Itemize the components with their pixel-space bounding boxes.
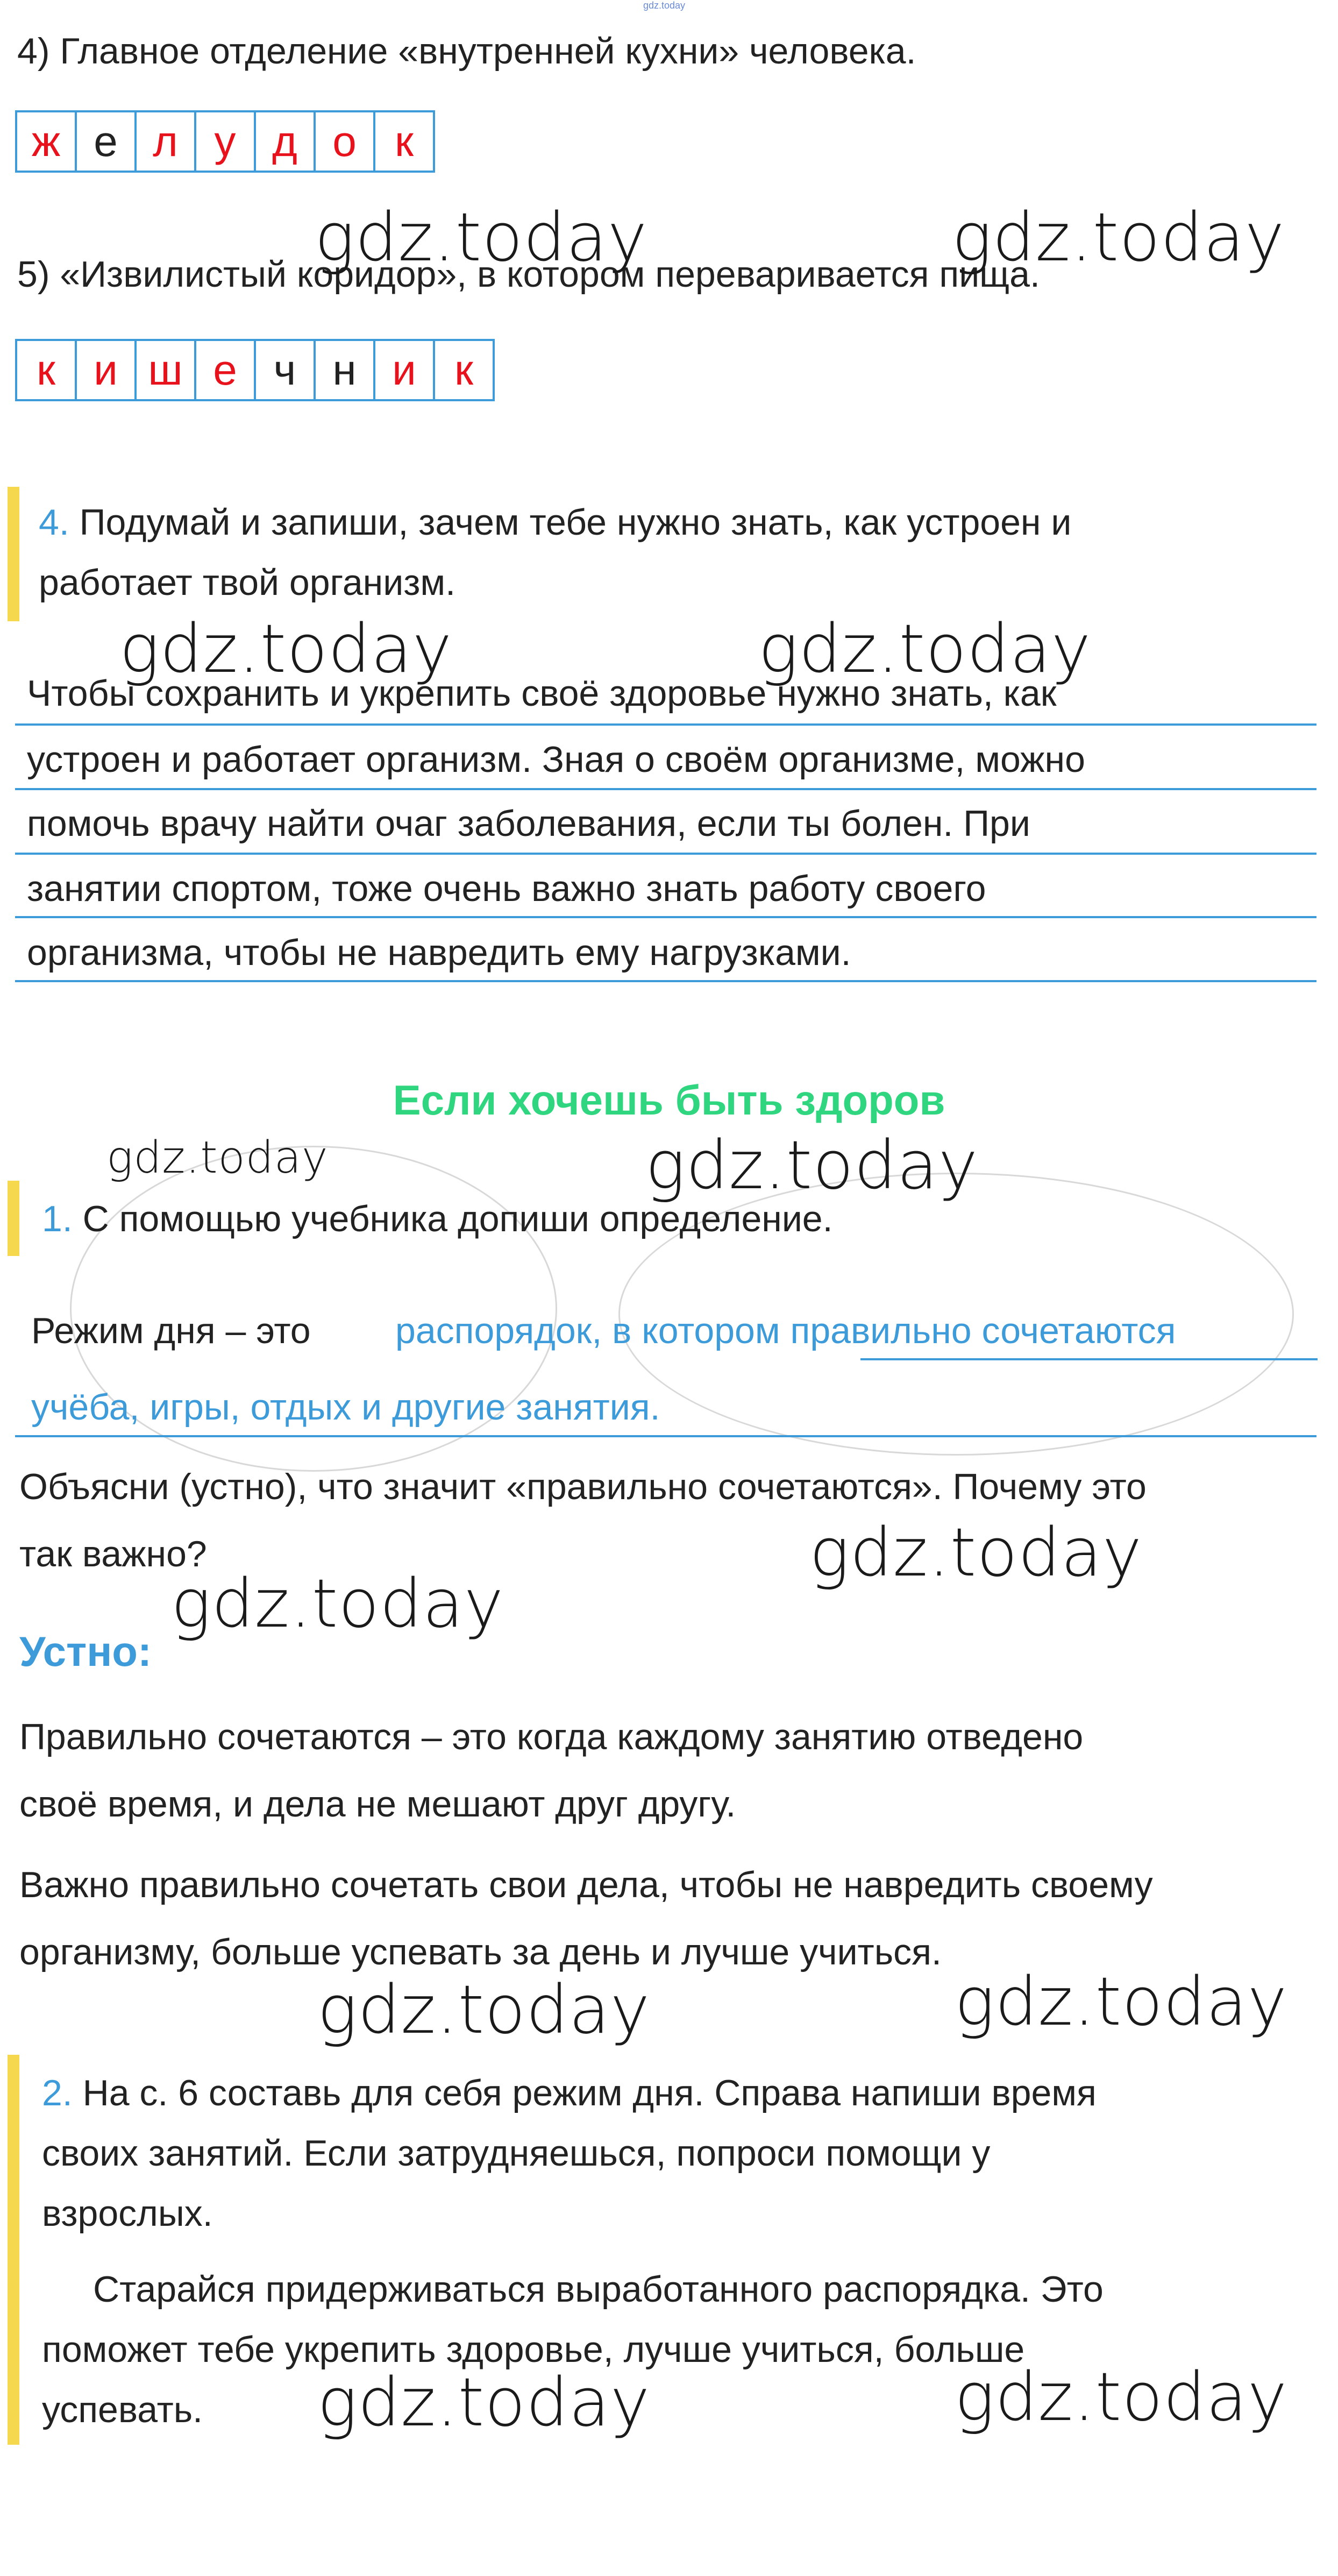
task-4-marker: [8, 487, 19, 621]
task-1-number: 1.: [42, 1198, 73, 1239]
task-4-line2: работает твой организм.: [39, 562, 456, 603]
task-1-text: С помощью учебника допиши определение.: [72, 1198, 833, 1239]
ruled-line: [15, 723, 1316, 726]
letter-cell: и: [373, 339, 435, 401]
task-2-line5: поможет тебе укрепить здоровье, лучше учиться, больше: [42, 2329, 1025, 2370]
watermark: gdz.today: [758, 611, 1092, 688]
section-title: Если хочешь быть здоров: [393, 1076, 945, 1124]
watermark: gdz.today: [809, 1514, 1143, 1592]
watermark: gdz.today: [955, 1963, 1288, 2041]
explain-line2: так важно?: [19, 1534, 207, 1574]
watermark: gdz.today: [955, 2359, 1288, 2436]
task-2-text: [42, 2063, 1322, 2244]
watermark: gdz.today: [315, 199, 648, 276]
letter-cell: у: [194, 110, 256, 173]
task-4-line1: Подумай и запиши, зачем тебе нужно знать, как устроен и: [69, 502, 1072, 543]
task-4-answer-line: занятии спортом, тоже очень важно знать работу своего: [27, 868, 986, 909]
task-4-prompt: [39, 492, 1319, 613]
watermark: gdz.today: [317, 1971, 651, 2049]
watermark: gdz.today: [171, 1565, 504, 1643]
letter-cell: ч: [254, 339, 316, 401]
oral-paragraph-2-line2: организму, больше успевать за день и лучше учиться.: [19, 1932, 942, 1972]
letter-cell: л: [134, 110, 196, 173]
explain-line1: Объясни (устно), что значит «правильно сочетаются». Почему это: [19, 1466, 1147, 1507]
letter-cell: ш: [134, 339, 196, 401]
question-5-text: 5) «Извилистый коридор», в котором переваривается пища.: [17, 254, 1040, 295]
letter-cell: к: [373, 110, 435, 173]
oral-label: Устно:: [19, 1628, 152, 1675]
task-4-number: 4.: [39, 502, 69, 543]
ruled-line: [15, 916, 1316, 918]
watermark: gdz.today: [119, 611, 453, 688]
oral-paragraph-1-line1: Правильно сочетаются – это когда каждому занятию отведено: [19, 1716, 1084, 1757]
watermark: gdz.today: [952, 199, 1285, 276]
definition-answer-line2: учёба, игры, отдых и другие занятия.: [31, 1387, 660, 1428]
task-4-answer-line: организма, чтобы не навредить ему нагрузками.: [27, 932, 851, 973]
task-1-marker: [8, 1181, 19, 1256]
watermark: gdz.today: [106, 1132, 329, 1183]
task-2-line3: взрослых.: [42, 2193, 213, 2234]
oral-paragraph-2-line1: Важно правильно сочетать свои дела, чтобы не навредить своему: [19, 1864, 1153, 1905]
answer-cells-intestine: [15, 339, 493, 401]
task-4-answer-line: Чтобы сохранить и укрепить своё здоровье нужно знать, как: [27, 673, 1057, 714]
letter-cell: н: [314, 339, 375, 401]
ruled-line: [15, 853, 1316, 855]
ruled-line: [860, 1358, 1318, 1360]
letter-cell: к: [433, 339, 495, 401]
task-2-line1: На с. 6 составь для себя режим дня. Справа напиши время: [72, 2073, 1097, 2113]
letter-cell: ж: [15, 110, 77, 173]
definition-label: Режим дня – это: [31, 1310, 311, 1351]
answer-cells-stomach: [15, 110, 433, 173]
watermark: gdz.today: [317, 2364, 651, 2442]
letter-cell: и: [75, 339, 137, 401]
task-2-number: 2.: [42, 2073, 73, 2113]
ruled-line: [15, 788, 1316, 790]
task-2-marker: [8, 2055, 19, 2445]
definition-answer-line1: распорядок, в котором правильно сочетаются: [395, 1310, 1176, 1351]
watermark: gdz.today: [645, 1127, 979, 1204]
letter-cell: е: [194, 339, 256, 401]
oral-paragraph-1-line2: своё время, и дела не мешают друг другу.: [19, 1784, 736, 1825]
letter-cell: к: [15, 339, 77, 401]
task-2-line2: своих занятий. Если затрудняешься, попроси помощи у: [42, 2133, 991, 2174]
task-2-line6: успевать.: [42, 2389, 203, 2430]
task-2-line4: Старайся придерживаться выработанного распорядка. Это: [93, 2269, 1104, 2310]
ruled-line: [15, 1435, 1316, 1437]
task-4-answer-line: помочь врачу найти очаг заболевания, если ты болен. При: [27, 803, 1030, 844]
letter-cell: е: [75, 110, 137, 173]
task-4-answer-line: устроен и работает организм. Зная о своём организме, можно: [27, 739, 1085, 780]
site-header-label: gdz.today: [643, 0, 686, 11]
ruled-line: [15, 980, 1316, 982]
question-4-text: 4) Главное отделение «внутренней кухни» человека.: [17, 31, 916, 72]
letter-cell: о: [314, 110, 375, 173]
letter-cell: д: [254, 110, 316, 173]
